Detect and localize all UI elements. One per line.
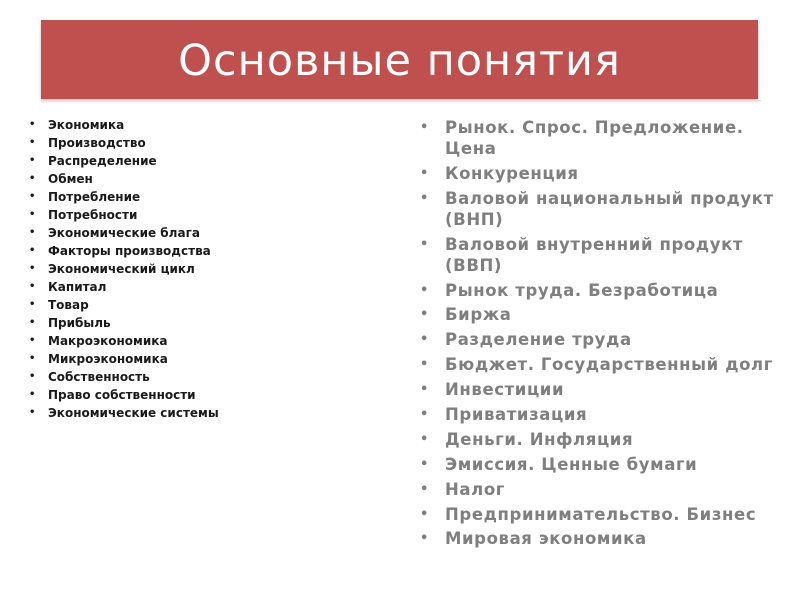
left-concept-list (29, 116, 219, 422)
bullet-icon: • (420, 456, 429, 472)
bullet-icon: • (29, 263, 36, 274)
right-list-item: • Валовой внутренний продукт (ВВП) (420, 234, 744, 275)
left-list-item: • Макроэкономика (29, 334, 168, 348)
left-list-item: • Потребности (29, 208, 138, 222)
bullet-icon: • (29, 119, 36, 130)
bullet-icon: • (420, 282, 429, 298)
left-list-item: • Микроэкономика (29, 352, 168, 366)
right-list-item: • Валовой национальный продукт (ВНП) (420, 188, 774, 229)
left-list-item: • Факторы производства (29, 244, 211, 258)
right-list-item: • Конкуренция (420, 163, 579, 183)
left-list-item: • Экономические системы (29, 406, 219, 420)
left-list-item: • Производство (29, 136, 146, 150)
right-list-item: • Рынок. Спрос. Предложение. Цена (420, 118, 744, 158)
title-bar (41, 20, 758, 99)
right-list-item: • Бюджет. Государственный долг (420, 355, 773, 375)
bullet-icon: • (420, 382, 429, 398)
bullet-icon: • (29, 137, 36, 148)
left-list-item: • Собственность (29, 370, 150, 384)
bullet-icon: • (29, 407, 36, 418)
left-list-item: • Обмен (29, 172, 93, 186)
right-list-item: • Предпринимательство. Бизнес (420, 504, 757, 524)
bullet-icon: • (29, 191, 36, 202)
right-list-item: • Разделение труда (420, 330, 632, 350)
right-list-item: • Деньги. Инфляция (420, 429, 634, 449)
left-list-item: • Экономические блага (29, 226, 200, 240)
left-list-item: • Распределение (29, 154, 157, 168)
bullet-icon: • (29, 335, 36, 346)
bullet-icon: • (420, 165, 429, 181)
right-list-item: • Инвестиции (420, 380, 565, 400)
right-list-item: • Приватизация (420, 405, 588, 425)
left-list-item: • Товар (29, 298, 89, 312)
bullet-icon: • (420, 236, 429, 252)
bullet-icon: • (29, 281, 36, 292)
left-list-item: • Потребление (29, 190, 141, 204)
right-list-item: • Мировая экономика (420, 529, 647, 549)
bullet-icon: • (29, 245, 36, 256)
bullet-icon: • (420, 407, 429, 423)
left-list-item: • Капитал (29, 280, 107, 294)
right-concept-list (420, 117, 790, 553)
bullet-icon: • (29, 317, 36, 328)
bullet-icon: • (29, 371, 36, 382)
bullet-icon: • (420, 506, 429, 522)
left-list-item: • Экономика (29, 118, 125, 132)
right-list-item: • Эмиссия. Ценные бумаги (420, 454, 698, 474)
left-list-item: • Прибыль (29, 316, 111, 330)
bullet-icon: • (29, 173, 36, 184)
bullet-icon: • (420, 481, 429, 497)
bullet-icon: • (420, 332, 429, 348)
bullet-icon: • (29, 227, 36, 238)
right-list-item: • Биржа (420, 305, 512, 325)
bullet-icon: • (29, 299, 36, 310)
right-list-item: • Рынок труда. Безработица (420, 280, 719, 300)
slide-title: Основные понятия (178, 35, 621, 86)
bullet-icon: • (29, 353, 36, 364)
bullet-icon: • (420, 307, 429, 323)
bullet-icon: • (420, 531, 429, 547)
bullet-icon: • (420, 431, 429, 447)
bullet-icon: • (420, 357, 429, 373)
bullet-icon: • (420, 190, 429, 206)
right-list-item: • Налог (420, 479, 505, 499)
bullet-icon: • (29, 155, 36, 166)
left-list-item: • Право собственности (29, 388, 196, 402)
bullet-icon: • (29, 389, 36, 400)
title-divider (41, 100, 761, 101)
bullet-icon: • (420, 120, 429, 135)
left-list-item: • Экономический цикл (29, 262, 195, 276)
bullet-icon: • (29, 209, 36, 220)
